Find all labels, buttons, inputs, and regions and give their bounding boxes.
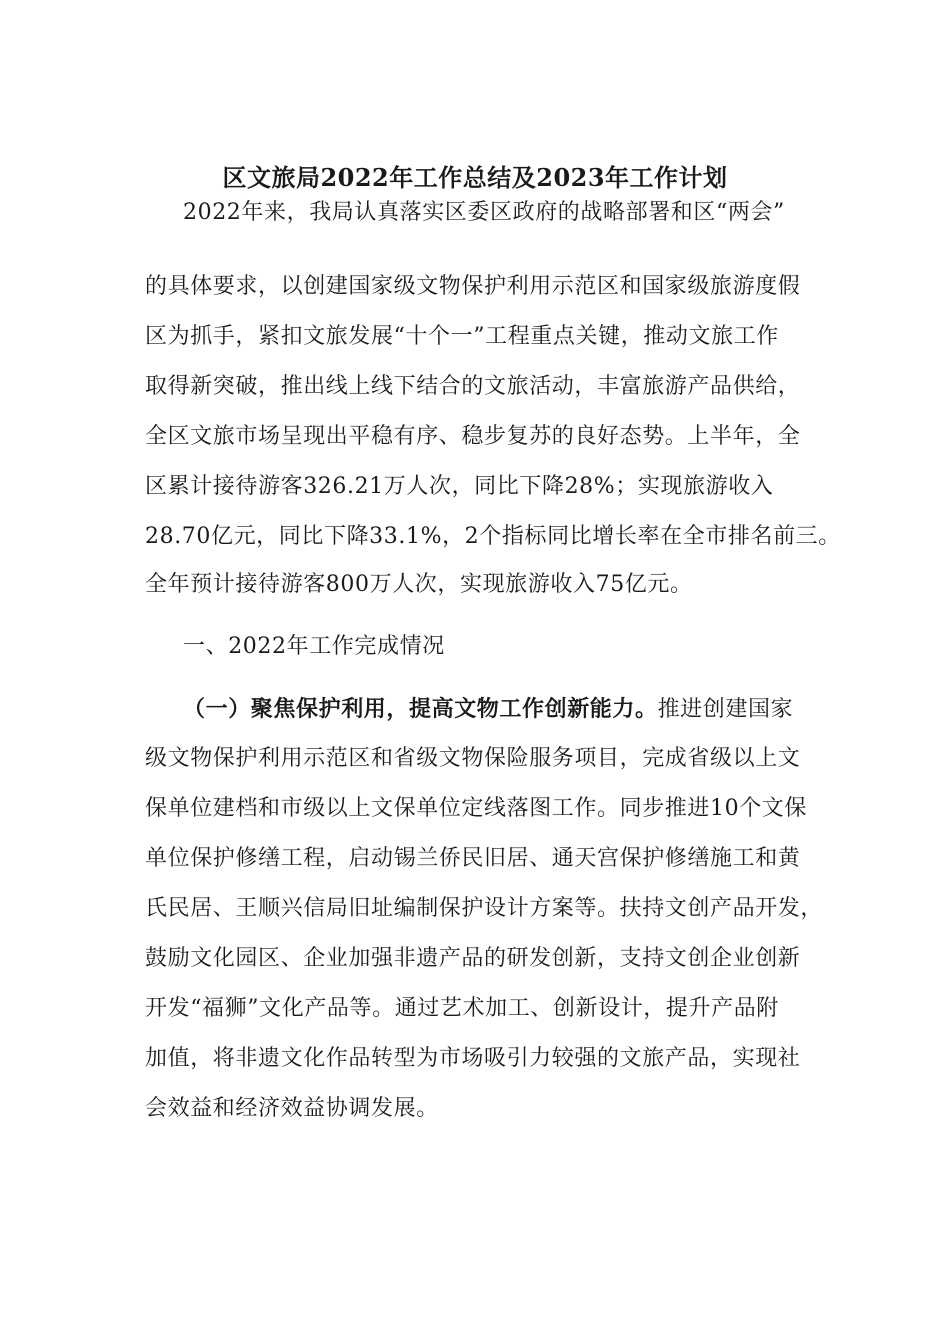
intro-line: 全年预计接待游客800万人次，实现旅游收入75亿元。 <box>145 572 693 597</box>
subsection-first-line <box>183 692 793 727</box>
section-heading: 一、2022年工作完成情况 <box>183 634 445 659</box>
subsection-line: 氏民居、王顺兴信局旧址编制保护设计方案等。扶持文创产品开发， <box>145 896 824 921</box>
document-title: 区文旅局2022年工作总结及2023年工作计划 <box>222 163 728 192</box>
intro-line: 28.70亿元，同比下降33.1%，2个指标同比增长率在全市排名前三。 <box>145 524 841 549</box>
intro-line: 取得新突破，推出线上线下结合的文旅活动，丰富旅游产品供给， <box>145 374 801 399</box>
subsection-line: 级文物保护利用示范区和省级文物保险服务项目，完成省级以上文 <box>145 746 801 771</box>
subsection-bold-lead: （一）聚焦保护利用，提高文物工作创新能力。 <box>183 696 658 722</box>
subsection-line: 保单位建档和市级以上文保单位定线落图工作。同步推进10个文保 <box>145 796 807 821</box>
intro-line: 区为抓手，紧扣文旅发展“十个一”工程重点关键，推动文旅工作 <box>145 324 779 349</box>
intro-line: 的具体要求，以创建国家级文物保护利用示范区和国家级旅游度假 <box>145 274 801 299</box>
subsection-line: 加值，将非遗文化作品转型为市场吸引力较强的文旅产品，实现社 <box>145 1046 801 1071</box>
subsection-line: 会效益和经济效益协调发展。 <box>145 1096 439 1121</box>
intro-line: 区累计接待游客326.21万人次，同比下降28%；实现旅游收入 <box>145 474 774 499</box>
subsection-line: 鼓励文化园区、企业加强非遗产品的研发创新，支持文创企业创新 <box>145 946 801 971</box>
intro-line: 全区文旅市场呈现出平稳有序、稳步复苏的良好态势。上半年，全 <box>145 424 801 449</box>
subsection-line: 开发“福狮”文化产品等。通过艺术加工、创新设计，提升产品附 <box>145 996 779 1021</box>
intro-line: 2022年来，我局认真落实区委区政府的战略部署和区“两会” <box>183 200 785 225</box>
subsection-first-line-rest: 推进创建国家 <box>657 697 794 722</box>
subsection-line: 单位保护修缮工程，启动锡兰侨民旧居、通天宫保护修缮施工和黄 <box>145 846 801 871</box>
